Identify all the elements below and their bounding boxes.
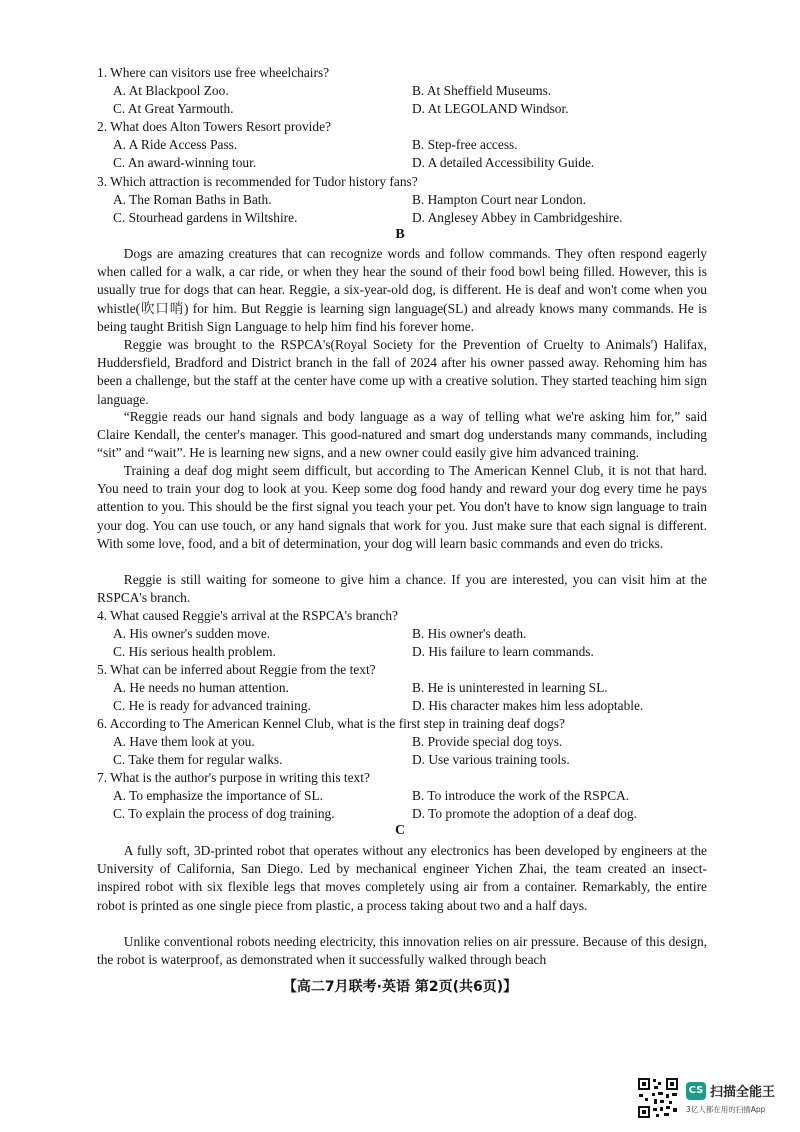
question-stem: 4. What caused Reggie's arrival at the RSPCA's branch?: [97, 608, 398, 623]
option: A. The Roman Baths in Bath.: [113, 192, 272, 207]
option: A. Have them look at you.: [113, 734, 255, 749]
option: C. His serious health problem.: [113, 644, 276, 659]
option: B. Step-free access.: [412, 137, 518, 152]
option: C. He is ready for advanced training.: [113, 698, 311, 713]
scanner-logo-icon: CS: [686, 1082, 706, 1100]
passage-paragraph: “Reggie reads our hand signals and body language as a way of telling what we're asking him for,” said Claire Kendall, the center's manager. This good-natured and smart dog understands many commands, including “sit” and “wait”. He is learning new signs, and a new owner could easily give him advanced training.: [97, 409, 707, 461]
option: D. Use various training tools.: [412, 752, 570, 767]
question-stem: 5. What can be inferred about Reggie from the text?: [97, 662, 376, 677]
passage-paragraph: Unlike conventional robots needing electricity, this innovation relies on air pressure. Because of this design, the robot is waterproof, as demonstrated when it successfully walked through beach: [97, 934, 707, 968]
option: A. At Blackpool Zoo.: [113, 83, 229, 98]
question-stem: 2. What does Alton Towers Resort provide?: [97, 119, 331, 134]
question-stem: 7. What is the author's purpose in writing this text?: [97, 770, 370, 785]
question-stem: 3. Which attraction is recommended for Tudor history fans?: [97, 174, 418, 189]
option: B. He is uninterested in learning SL.: [412, 680, 608, 695]
option: D. At LEGOLAND Windsor.: [412, 101, 569, 116]
option: A. His owner's sudden move.: [113, 626, 271, 641]
option: A. A Ride Access Pass.: [113, 137, 238, 152]
option: B. His owner's death.: [412, 626, 527, 641]
page-footer: 【高二7月联考·英语 第2页(共6页)】: [282, 979, 518, 995]
passage-paragraph: Dogs are amazing creatures that can recognize words and follow commands. They often respond eagerly when called for a walk, a car ride, or when they hear the sound of their food bowl being filled. However, this is usually true for dogs that can hear. Reggie, a six-year-old dog, is different. He is deaf and won't come when you whistle(吹口哨) for him. But Reggie is learning sign language(SL) and already knows many commands. He is being taught British Sign Language to help him find his forever home.: [97, 246, 707, 334]
option: B. At Sheffield Museums.: [412, 83, 552, 98]
option: D. His failure to learn commands.: [412, 644, 594, 659]
option: C. An award-winning tour.: [113, 155, 257, 170]
option: C. At Great Yarmouth.: [113, 101, 234, 116]
question-stem: 1. Where can visitors use free wheelchairs?: [97, 65, 330, 80]
option: D. Anglesey Abbey in Cambridgeshire.: [412, 210, 623, 225]
watermark-subtitle: 3亿人都在用的扫描App: [686, 1105, 766, 1114]
section-heading-b: B: [395, 227, 405, 242]
scanner-watermark: [636, 1076, 792, 1122]
passage-paragraph: A fully soft, 3D-printed robot that operates without any electronics has been developed by engineers at the University of California, San Diego. Led by mechanical engineer Yichen Zhai, the team created an insect-inspired robot with six flexible legs that moves completely using air from a container. Remarkably, the entire robot is printed as one single piece from plastic, a process taking about two and a half days.: [97, 843, 707, 913]
passage-paragraph: Reggie is still waiting for someone to give him a chance. If you are interested, you can visit him at the RSPCA's branch.: [97, 572, 707, 606]
option: D. To promote the adoption of a deaf dog.: [412, 806, 637, 821]
watermark-title: 扫描全能王: [710, 1085, 776, 1100]
option: C. To explain the process of dog training.: [113, 806, 335, 821]
passage-paragraph: Reggie was brought to the RSPCA's(Royal Society for the Prevention of Cruelty to Animals') Halifax, Huddersfield, Bradford and District branch in the fall of 2024 after his owner passed away. Rehoming him has been a challenge, but the staff at the center have come up with a creative solution. They started teaching him sign language.: [97, 337, 707, 407]
option: A. To emphasize the importance of SL.: [113, 788, 324, 803]
option: C. Stourhead gardens in Wiltshire.: [113, 210, 298, 225]
question-stem: 6. According to The American Kennel Club, what is the first step in training deaf dogs?: [97, 716, 565, 731]
option: B. Hampton Court near London.: [412, 192, 587, 207]
option: B. Provide special dog toys.: [412, 734, 563, 749]
option: D. A detailed Accessibility Guide.: [412, 155, 595, 170]
qr-code-icon: [636, 1076, 680, 1120]
passage-paragraph: Training a deaf dog might seem difficult, but according to The American Kennel Club, it is not that hard. You need to train your dog to look at you. Keep some dog food handy and reward your dog every time he pays attention to you. This should be the first signal you teach your pet. You don't have to know sign language to train your dog. You can use touch, or any hand signals that work for you. Just make sure that each signal is different. With some love, food, and a bit of determination, your dog will learn basic commands and even do tricks.: [97, 463, 707, 551]
option: D. His character makes him less adoptable.: [412, 698, 644, 713]
option: B. To introduce the work of the RSPCA.: [412, 788, 630, 803]
option: A. He needs no human attention.: [113, 680, 289, 695]
option: C. Take them for regular walks.: [113, 752, 283, 767]
section-heading-c: C: [394, 823, 406, 838]
